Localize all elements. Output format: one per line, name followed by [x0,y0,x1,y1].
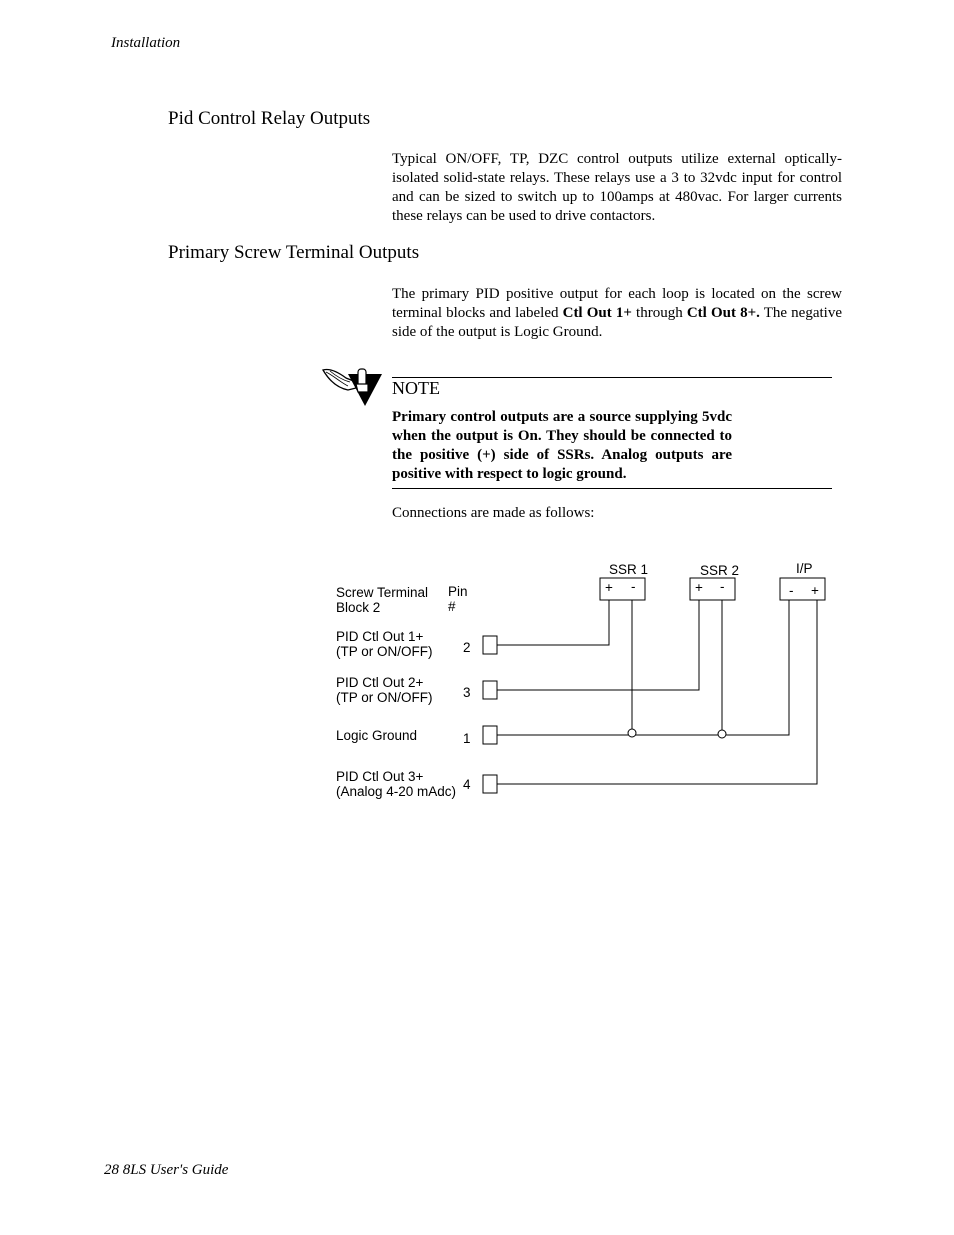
row-label-ctl-out-2: PID Ctl Out 2+ [336,675,424,690]
row-label-logic-ground: Logic Ground [336,728,418,743]
heading-primary-screw-terminal-outputs: Primary Screw Terminal Outputs [168,242,420,263]
ip-plus: + [811,583,819,598]
connections-intro: Connections are made as follows: [392,505,595,521]
paragraph-relay-outputs: Typical ON/OFF, TP, DZC control outputs utilize external optically-isolated solid-state relays. These relays use a 3 to 32vdc input for control and can be sized to switch up to 100amps at 480vac. For larger currents these relays can be used to drive contactors. [392,151,842,224]
wire-pin4-ip-plus [497,600,817,784]
terminal-pin-4 [483,775,497,793]
ssr1-minus: - [631,579,636,594]
wire-pin2-ssr1-plus [497,600,609,645]
pin-number-3: 3 [463,685,471,700]
header-screw-terminal: Screw Terminal [336,585,429,600]
header-block: Block 2 [336,600,381,615]
bold-ctl-out-8: Ctl Out 8+. [686,305,760,321]
bold-ctl-out-1: Ctl Out 1+ [562,305,632,321]
junction-ssr1-ground [628,729,636,737]
device-label-ssr1: SSR 1 [609,562,649,577]
junction-ssr2-ground [718,730,726,738]
row-label-ctl-out-3: PID Ctl Out 3+ [336,769,424,784]
header-pin: Pin [448,584,468,599]
ssr1-plus: + [605,580,613,595]
row-sublabel-ctl-out-2: (TP or ON/OFF) [336,690,433,705]
heading-pid-control-relay-outputs: Pid Control Relay Outputs [168,108,371,129]
running-header: Installation [111,35,181,51]
ssr2-plus: + [695,580,703,595]
device-label-ssr2: SSR 2 [700,563,740,578]
row-sublabel-ctl-out-1: (TP or ON/OFF) [336,644,433,659]
row-label-ctl-out-1: PID Ctl Out 1+ [336,629,424,644]
pin-number-4: 4 [463,777,471,792]
terminal-pin-1 [483,726,497,744]
paragraph-screw-terminal-outputs: The primary PID positive output for each loop is located on the screw terminal blocks and labeled Ctl Out 1+ through Ctl Out 8+. The negative side of the output is Logic Ground. [392,286,842,340]
pin-number-1: 1 [463,731,471,746]
header-pin-hash: # [448,599,456,614]
terminal-pin-3 [483,681,497,699]
note-title: NOTE [392,378,440,398]
ssr2-minus: - [720,579,725,594]
pin-number-2: 2 [463,640,471,655]
page-footer: 28 8LS User's Guide [104,1162,229,1178]
terminal-pin-2 [483,636,497,654]
device-label-ip: I/P [796,561,813,576]
note-body: Primary control outputs are a source supplying 5vdc when the output is On. They should be connected to the positive (+) side of SSRs. Analog outputs are positive with respect to logic ground. [392,409,732,482]
row-sublabel-ctl-out-3: (Analog 4-20 mAdc) [336,784,457,799]
ip-minus: - [789,583,794,598]
wire-ground-ip-minus [497,600,789,735]
